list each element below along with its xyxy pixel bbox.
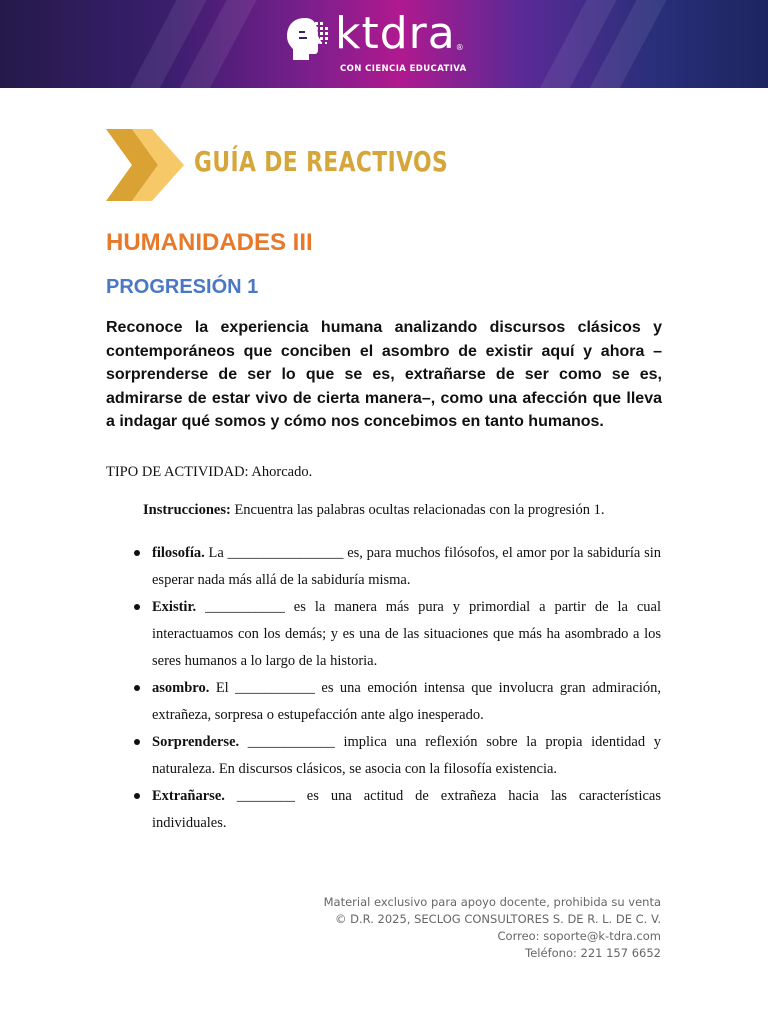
ktdra-logo [285,8,485,82]
question-list [152,540,661,837]
instructions-text: Encuentra las palabras ocultas relacionadas con la progresión 1. [230,502,605,518]
item-term: Extrañarse. [152,788,225,804]
list-item [152,783,661,837]
chevron-arrows-icon [106,129,186,201]
instructions-label: Instrucciones: [143,502,231,518]
logo-wordmark: ktdra® [335,8,465,59]
item-text: ________ es una actitud de extrañeza hacia las características individuales. [152,788,661,831]
header-banner [0,0,768,88]
item-text: El ___________ es una emoción intensa que involucra gran admiración, extrañeza, sorpresa o estupefacción ante algo inesperado. [152,680,661,723]
footer-disclaimer: Material exclusivo para apoyo docente, prohibida su venta [323,895,661,909]
lead-paragraph: Reconoce la experiencia humana analizando discursos clásicos y contemporáneos que conciben el asombro de existir aquí y ahora – sorprenderse de ser lo que se es, extrañarse de ser como se es, admirarse de estar vivo de cierta manera–, como una afección que lleva a indagar qué somos y cómo nos concebimos en tanto humanos. [106,319,662,430]
activity-type: TIPO DE ACTIVIDAD: Ahorcado. [106,464,313,480]
footer [324,894,661,962]
subject-title: HUMANIDADES III [106,229,313,256]
item-text: La ________________ es, para muchos filósofos, el amor por la sabiduría sin esperar nada más allá de la sabiduría misma. [152,545,661,588]
item-term: filosofía. [152,545,205,561]
footer-copyright: © D.R. 2025, SECLOG CONSULTORES S. DE R. L. DE C. V. [334,912,661,926]
instructions [143,502,604,519]
list-item [152,540,661,594]
footer-phone: Teléfono: 221 157 6652 [525,946,661,960]
progression-title: PROGRESIÓN 1 [106,276,259,298]
list-item [152,729,661,783]
item-term: asombro. [152,680,210,696]
list-item [152,675,661,729]
footer-email: Correo: soporte@k-tdra.com [497,929,661,943]
head-logo-icon [285,16,329,64]
item-term: Sorprenderse. [152,734,240,750]
item-text: ___________ es la manera más pura y primordial a partir de la cual interactuamos con los demás; y es una de las situaciones que más ha asombrado a los seres humanos a lo largo de la historia. [152,599,661,669]
item-text: ____________ implica una reflexión sobre la propia identidad y naturaleza. En discursos clásicos, se asocia con la filosofía existencia. [152,734,661,777]
list-item [152,594,661,675]
item-term: Existir. [152,599,197,615]
guide-title: GUÍA DE REACTIVOS [194,145,449,178]
logo-tagline: CON CIENCIA EDUCATIVA [340,64,467,74]
